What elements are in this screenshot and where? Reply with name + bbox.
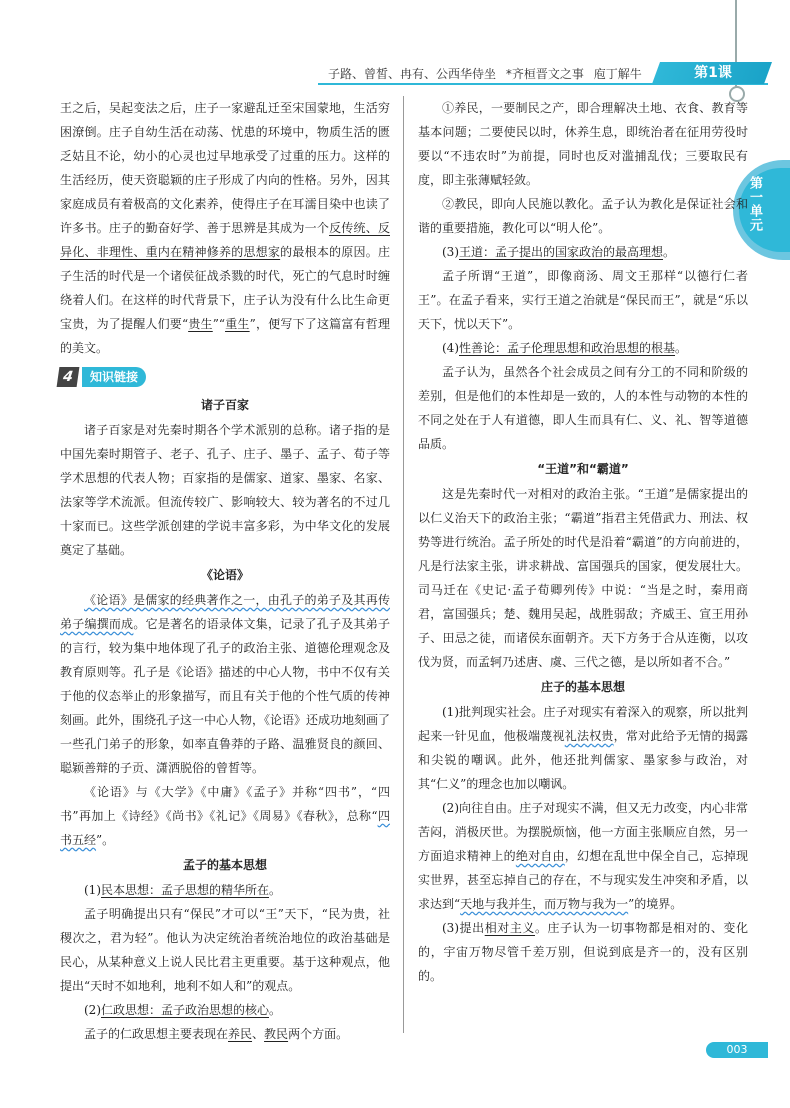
header-title-1: 子路、曾皙、冉有、公西华侍坐	[328, 67, 497, 81]
section-heading	[58, 366, 390, 388]
subheading: 《论语》	[200, 568, 249, 582]
paragraph: 《论语》与《大学》《中庸》《孟子》并称“四书”，“四书”再加上《诗经》《尚书》《礼记》《周易》《春秋》，总称“四书五经”。	[60, 785, 390, 847]
page-number-text: 003	[726, 1043, 748, 1056]
paragraph: 孟子所谓“王道”，即像商汤、周文王那样“以德行仁者王”。在孟子看来，实行王道之治就是“保民而王”，就是“乐以天下，忧以天下”。	[418, 269, 748, 331]
header-titles	[328, 65, 648, 82]
paragraph: 王之后，吴起变法之后，庄子一家避乱迁至宋国蒙地，生活穷困潦倒。庄子自幼生活在动荡、忧患的环境中，物质生活的匮乏姑且不论，幼小的心灵也过早地承受了过重的压力。这样的生活经历，使天资聪颖的庄子形成了内向的性格。另外，因其家庭成员有着极高的文化素养，使得庄子在耳濡目染中也读了许多书。庄子的勤奋好学、善于思辨是其成为一个反传统、反异化、非理性、重内在精神修养的思想家的最根本的原因。庄子生活的时代是一个诸侯征战杀戮的时代，死亡的气息时时缠绕着人们。在这样的时代背景下，庄子认为没有什么比生命更宝贵，为了提醒人们要“贵生”“重生”，便写下了这篇富有哲理的美文。	[60, 101, 390, 355]
paragraph: 《论语》是儒家的经典著作之一，由孔子的弟子及其再传弟子编撰而成。它是著名的语录体文集，记录了孔子及其弟子的言行，较为集中地体现了孔子的政治主张、道德伦理观念及教育原则等。孔子是《论语》描述的中心人物，书中不仅有关于他的仪态举止的形象描写，而且有关于他的个性气质的传神刻画。此外，围绕孔子这一中心人物，《论语》还成功地刻画了一些孔门弟子的形象，如率直鲁莽的子路、温雅贤良的颜回、聪颖善辩的子贡、潇洒脱俗的曾皙等。	[60, 593, 391, 775]
subheading: 诸子百家	[200, 398, 249, 412]
paragraph: (1)民本思想：孟子思想的精华所在。	[84, 883, 282, 897]
column-divider	[403, 96, 404, 1033]
paragraph: 孟子认为，虽然各个社会成员之间有分工的不同和阶级的差别，但是他们的本性却是一致的，人的本性与动物的本性的不同之处在于人有道德，即人生而具有仁、义、礼、智等道德品质。	[418, 365, 748, 451]
right-column	[418, 96, 748, 988]
paragraph: (3)提出相对主义。庄子认为一切事物都是相对的、变化的，宇宙万物尽管千差万别，但说到底是齐一的，没有区别的。	[418, 921, 748, 983]
paragraph: 这是先秦时代一对相对的政治主张。“王道”是儒家提出的以仁义治天下的政治主张；“霸道”指君主凭借武力、刑法、权势等进行统治。孟子所处的时代是沿着“霸道”的方向前进的，凡是行法家主张，讲求耕战、富国强兵的国家，便发展壮大。司马迁在《史记·孟子荀卿列传》中说：“当是之时，秦用商君，富国强兵；楚、魏用吴起，战胜弱敌；齐威王、宣王用孙子、田忌之徒，而诸侯东面朝齐。天下方务于合从连衡，以攻伐为贤，而孟轲乃述唐、虞、三代之德，是以所如者不合。”	[418, 487, 748, 669]
paragraph: ①养民，一要制民之产，即合理解决土地、衣食、教育等基本问题；二要使民以时，休养生息，即统治者在征用劳役时要以“不违农时”为前提，同时也反对滥捕乱伐；三要取民有度，即主张薄赋轻敛。	[418, 101, 748, 187]
unit-badge-label: 第一单元	[747, 176, 762, 232]
left-column	[60, 96, 390, 1046]
paragraph: 孟子明确提出只有“保民”才可以“王”天下，“民为贵，社稷次之，君为轻”。他认为决定统治者统治地位的政治基础是民心，从某种意义上说人民比君主更重要。基于这种观点，他提出“天时不如地利，地利不如人和”的观点。	[60, 907, 390, 993]
paragraph: (4)性善论：孟子伦理思想和政治思想的根基。	[442, 341, 688, 355]
paragraph: (2)向往自由。庄子对现实不满，但又无力改变，内心非常苦闷，消极厌世。为摆脱烦恼，他一方面主张顺应自然，另一方面追求精神上的绝对自由，幻想在乱世中保全自己，忘掉现实世界，甚至忘掉自己的存在，不与现实发生冲突和矛盾，以求达到“天地与我并生，而万物与我为一”的境界。	[418, 801, 748, 911]
section-label: 知识链接	[82, 367, 146, 387]
header-title-3: 庖丁解牛	[593, 67, 642, 81]
paragraph: (1)批判现实社会。庄子对现实有着深入的观察，所以批判起来一针见血，他极端蔑视礼法权贵，常对此给予无情的揭露和尖锐的嘲讽。此外，他还批判儒家、墨家参与政治，对其“仁义”的理念也加以嘲讽。	[418, 705, 748, 791]
subheading: 庄子的基本思想	[540, 680, 625, 694]
paragraph: (2)仁政思想：孟子政治思想的核心。	[84, 1003, 282, 1017]
paragraph: 孟子的仁政思想主要表现在养民、教民两个方面。	[84, 1027, 349, 1041]
subheading: “王道”和“霸道”	[537, 462, 629, 476]
header-title-2: *齐桓晋文之事	[505, 67, 584, 81]
paragraph: (3)王道：孟子提出的国家政治的最高理想。	[442, 245, 676, 259]
lesson-label: 第1课	[694, 65, 732, 81]
section-number: 4	[57, 367, 80, 387]
page-number	[706, 1042, 768, 1058]
subheading: 孟子的基本思想	[182, 858, 267, 872]
paragraph: 诸子百家是对先秦时期各个学术派别的总称。诸子指的是中国先秦时期管子、老子、孔子、庄子、墨子、孟子、荀子等学术思想的代表人物；百家指的是儒家、道家、墨家、名家、法家等学术流派。但流传较广、影响较大、较为著名的不过几十家而已。这些学派创建的学说丰富多彩，为中华文化的发展奠定了基础。	[60, 423, 390, 557]
paragraph: ②教民，即向人民施以教化。孟子认为教化是保证社会和谐的重要措施，教化可以“明人伦”。	[418, 197, 748, 235]
